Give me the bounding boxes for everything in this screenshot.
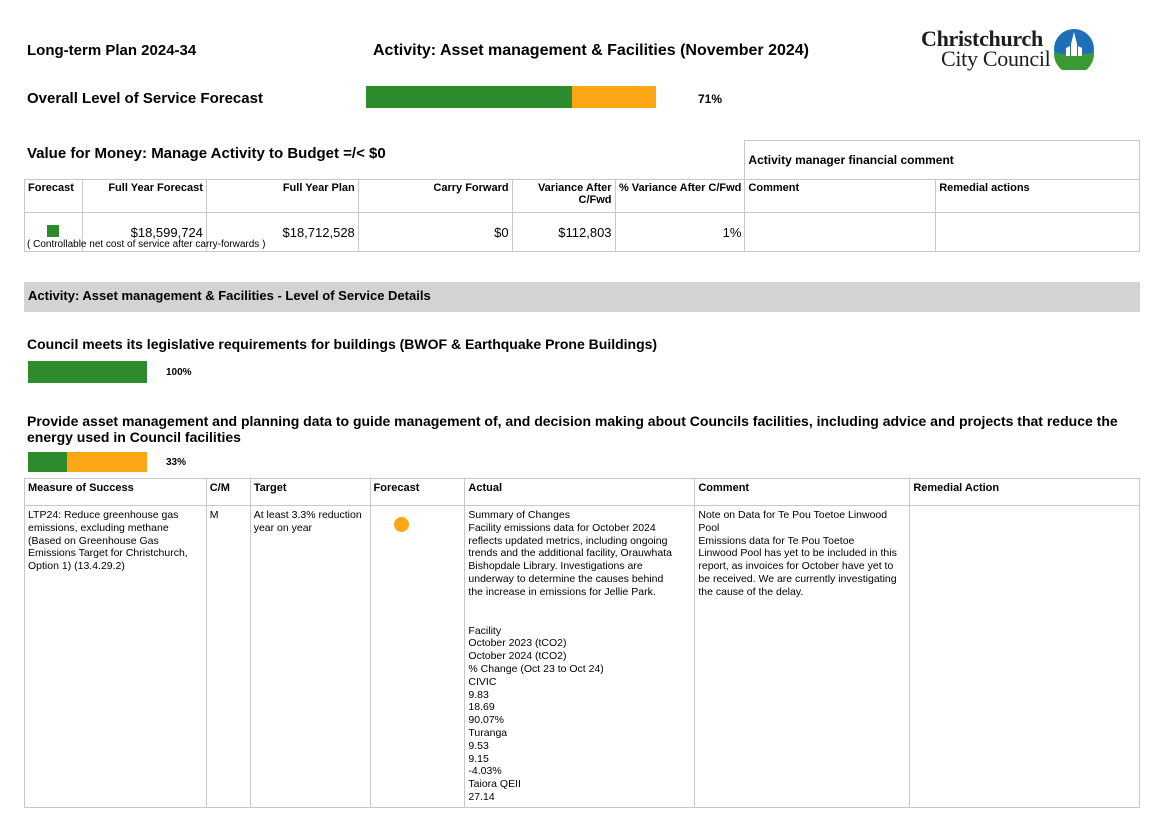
value-for-money-title: Value for Money: Manage Activity to Budget =/< $0 <box>27 145 386 162</box>
full-year-plan-value: $18,712,528 <box>206 213 358 252</box>
table-row <box>25 506 1140 808</box>
council-logo <box>915 26 1095 72</box>
full-year-forecast-value: $18,599,724 <box>82 213 206 252</box>
col-actual: Actual <box>465 479 695 506</box>
section-2-bar-amber <box>67 452 147 472</box>
comment-line: Note on Data for Te Pou Toetoe Linwood <box>698 509 888 521</box>
comment-line: be received. We are currently investigating <box>698 572 897 585</box>
actual-data-line: 9.83 <box>468 688 489 701</box>
col-variance-after: Variance After C/Fwd <box>512 180 615 213</box>
overall-los-bar-amber <box>572 86 656 108</box>
actual-data-line: CIVIC <box>468 675 497 688</box>
comment-cell-los <box>695 506 910 808</box>
overall-los-percent: 71% <box>698 92 723 106</box>
actual-data-line: 90.07% <box>468 714 505 727</box>
comment-line: Pool <box>698 521 720 534</box>
actual-data-line: October 2024 (tCO2) <box>468 650 567 663</box>
overall-los-bar <box>366 86 656 108</box>
actual-data-line: % Change (Oct 23 to Oct 24) <box>468 662 604 675</box>
actual-cell <box>465 506 695 808</box>
measure-cell: LTP24: Reduce greenhouse gas emissions, excluding methane (Based on Greenhouse Gas Emissions Target for Christchurch, Option 1) (13.4.29.2) <box>25 506 207 808</box>
actual-data-line: 9.53 <box>468 739 489 752</box>
actual-data-line: Taiora QEII <box>468 778 521 791</box>
actual-data-line: 9.15 <box>468 752 489 765</box>
actual-data <box>468 625 691 804</box>
overall-los-bar-green <box>366 86 572 108</box>
comment-line: Linwood Pool has yet to be included in this <box>698 547 897 560</box>
actual-summary <box>468 509 691 599</box>
section-2-title: Provide asset management and planning data to guide management of, and decision making about Councils facilities, including advice and projects that reduce the energy used in Council facilities <box>27 413 1118 445</box>
details-band-label: Activity: Asset management & Facilities - Level of Service Details <box>28 288 431 303</box>
forecast-status-amber <box>394 517 409 532</box>
remedial-actions-cell <box>936 213 1140 252</box>
actual-summary-line: the increase in emissions for Jellie Park. <box>468 585 656 598</box>
col-measure: Measure of Success <box>25 479 207 506</box>
actual-summary-line: reflects updated metrics, including ongoing <box>468 534 668 547</box>
section-1-percent: 100% <box>166 367 192 378</box>
overall-los-label: Overall Level of Service Forecast <box>27 90 263 107</box>
col-full-year-plan: Full Year Plan <box>206 180 358 213</box>
actual-data-line: 18.69 <box>468 701 495 714</box>
actual-summary-line: Facility emissions data for October 2024 <box>468 521 656 534</box>
actual-data-line: October 2023 (tCO2) <box>468 637 567 650</box>
actual-data-line: 27.14 <box>468 790 495 803</box>
col-forecast-los: Forecast <box>370 479 465 506</box>
col-forecast: Forecast <box>25 180 83 213</box>
section-2-bar <box>28 452 147 472</box>
cm-cell: M <box>206 506 250 808</box>
manager-comment-header: Activity manager financial comment <box>745 141 1140 180</box>
activity-title: Activity: Asset management & Facilities (November 2024) <box>373 42 810 59</box>
financial-table <box>24 140 1140 252</box>
comment-line: report, as invoices for October have yet to <box>698 560 894 573</box>
plan-title: Long-term Plan 2024-34 <box>27 42 197 59</box>
col-cm: C/M <box>206 479 250 506</box>
col-carry-forward: Carry Forward <box>358 180 512 213</box>
actual-summary-line: Summary of Changes <box>468 509 570 521</box>
col-full-year-forecast: Full Year Forecast <box>82 180 206 213</box>
actual-data-line: -4.03% <box>468 765 502 778</box>
col-pct-variance-after: % Variance After C/Fwd <box>615 180 745 213</box>
actual-summary-line: underway to determine the causes behind <box>468 572 664 585</box>
comment-line: the cause of the delay. <box>698 585 804 598</box>
section-1-bar <box>28 361 147 383</box>
logo-line-2: City Council <box>941 46 1051 71</box>
measures-table <box>24 478 1140 808</box>
cathedral-icon <box>1053 28 1095 70</box>
section-2-percent: 33% <box>166 457 187 468</box>
forecast-status-green <box>47 225 59 237</box>
variance-after-value: $112,803 <box>512 213 615 252</box>
cost-note: ( Controllable net cost of service after carry-forwards ) <box>27 239 266 250</box>
section-1-bar-green <box>28 361 147 383</box>
remedial-action-cell <box>910 506 1140 808</box>
carry-forward-value: $0 <box>358 213 512 252</box>
col-remedial-action: Remedial Action <box>910 479 1140 506</box>
logo-line-1: Christchurch <box>921 26 1043 51</box>
pct-variance-after-value: 1% <box>615 213 745 252</box>
comment-cell <box>745 213 936 252</box>
details-band <box>24 282 1140 312</box>
col-comment: Comment <box>745 180 936 213</box>
target-cell: At least 3.3% reduction year on year <box>250 506 370 808</box>
section-1-title: Council meets its legislative requirements for buildings (BWOF & Earthquake Prone Buildings) <box>27 336 658 352</box>
actual-data-line: Facility <box>468 624 502 637</box>
actual-data-line: Turanga <box>468 726 508 739</box>
col-target: Target <box>250 479 370 506</box>
section-2-bar-green <box>28 452 67 472</box>
col-remedial-actions: Remedial actions <box>936 180 1140 213</box>
actual-summary-line: Bishopdale Library. Investigations are <box>468 560 643 573</box>
comment-line: Emissions data for Te Pou Toetoe <box>698 534 855 547</box>
actual-summary-line: trends and the additional facility, Orauwhata <box>468 547 672 560</box>
col-comment-los: Comment <box>695 479 910 506</box>
